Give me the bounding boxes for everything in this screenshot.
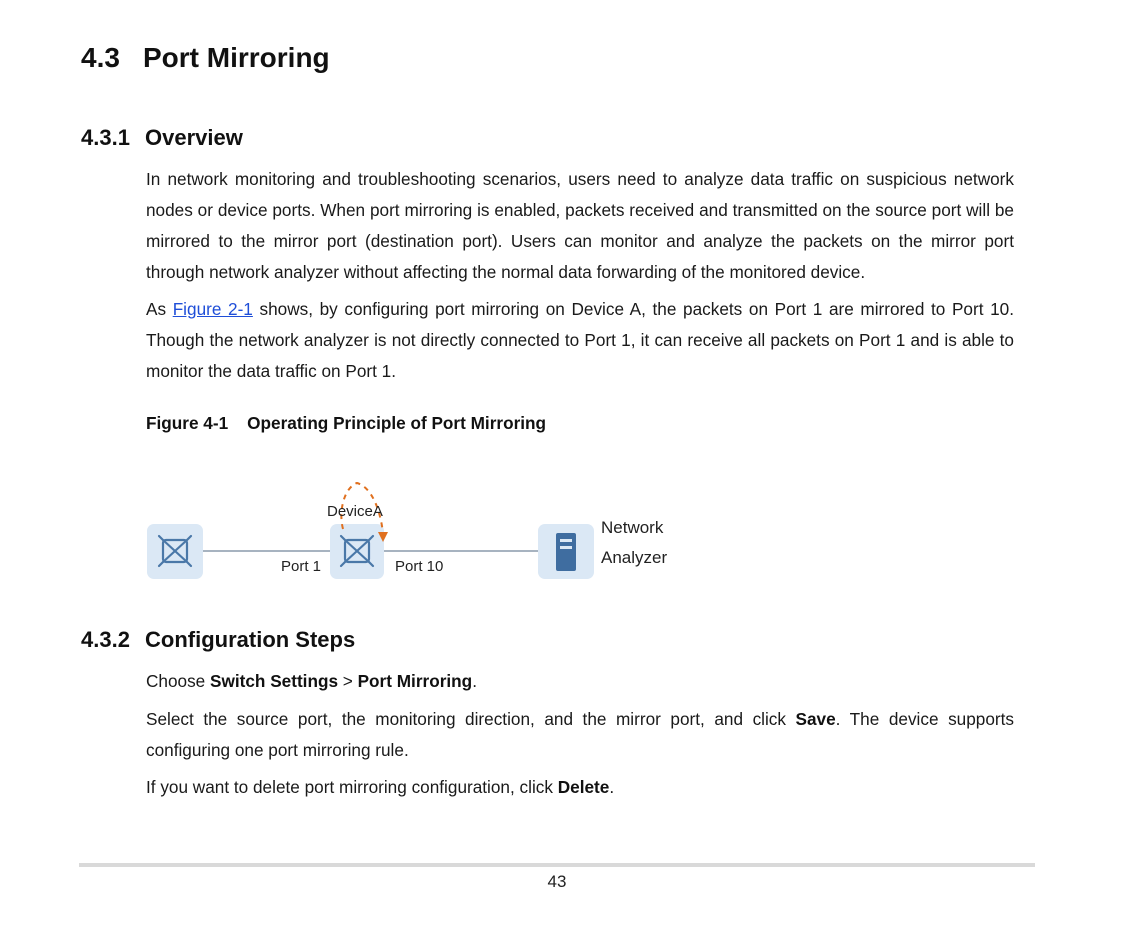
p2-prefix: As (146, 299, 173, 319)
network-analyzer-icon (538, 524, 594, 579)
s1-separator: > (338, 671, 358, 691)
page-number: 43 (547, 872, 567, 891)
overview-number: 4.3.1 (81, 125, 130, 150)
s2-suffix: . The device supports configuring one port mirroring rule. (146, 709, 1014, 760)
save-term: Save (795, 709, 836, 729)
config-step-1 (146, 666, 1014, 697)
section-number: 4.3 (81, 42, 120, 73)
config-number: 4.3.2 (81, 627, 130, 652)
s1-prefix: Choose (146, 671, 211, 691)
config-heading (81, 627, 355, 653)
delete-term: Delete (557, 777, 610, 797)
overview-paragraph-2 (146, 294, 1014, 387)
overview-title: Overview (145, 125, 243, 150)
figure-title: Operating Principle of Port Mirroring (247, 413, 547, 433)
s2-prefix: Select the source port, the monitoring direction, and the mirror port, and click (146, 709, 796, 729)
figure-link[interactable]: Figure 2-1 (172, 299, 253, 319)
analyzer-label-line1: Network (601, 518, 664, 537)
port10-label: Port 10 (395, 558, 444, 575)
section-title: Port Mirroring (143, 42, 330, 73)
device-label: DeviceA (327, 503, 383, 520)
s1-suffix: . (472, 671, 477, 691)
config-step-3 (146, 772, 1014, 803)
switch-devicea-icon (330, 524, 384, 579)
figure-label: Figure 4-1 (146, 413, 229, 433)
port-mirroring-diagram (0, 470, 1137, 600)
figure-caption (146, 413, 546, 434)
config-title: Configuration Steps (145, 627, 356, 652)
section-heading (81, 42, 330, 74)
overview-paragraph-1: In network monitoring and troubleshooting scenarios, users need to analyze data traffic on suspicious network nodes or device ports. When port mirroring is enabled, packets received and transmitted on the source port will be mirrored to the mirror port (destination port). Users can monitor and analyze the packets on the mirror port through network analyzer without affecting the normal data forwarding of the monitored device. (146, 169, 1014, 282)
footer-divider (79, 863, 1035, 867)
menu-switch-settings: Switch Settings (210, 671, 338, 691)
analyzer-label-line2: Analyzer (601, 548, 668, 567)
menu-port-mirroring: Port Mirroring (357, 671, 473, 691)
s3-suffix: . (609, 777, 615, 797)
overview-heading (81, 125, 243, 151)
port1-label: Port 1 (281, 558, 322, 575)
config-step-2 (146, 704, 1014, 766)
switch-left-icon (147, 524, 203, 579)
p2-suffix: shows, by configuring port mirroring on Device A, the packets on Port 1 are mirrored to Port 10. Though the network analyzer is not directly connected to Port 1, it can receive all packets on Port 1 and is able to monitor the data traffic on Port 1. (146, 299, 1014, 381)
s3-prefix: If you want to delete port mirroring configuration, click (146, 777, 558, 797)
